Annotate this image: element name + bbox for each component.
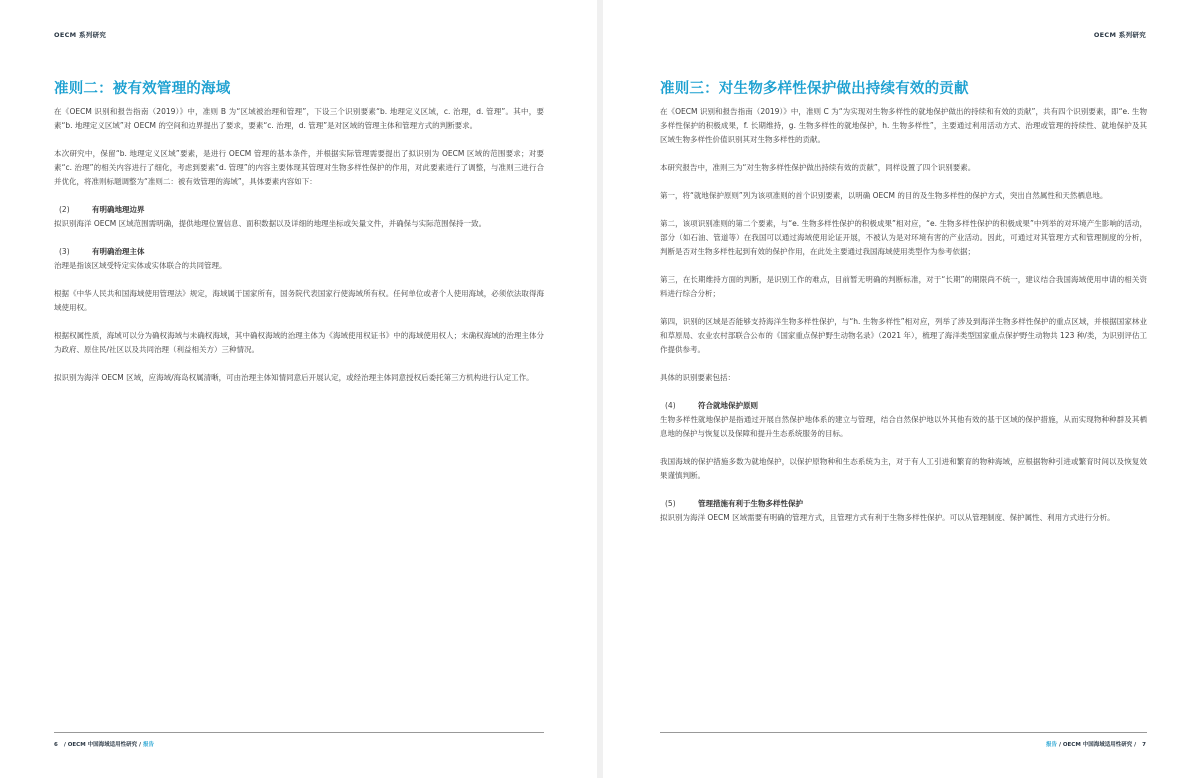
page-body xyxy=(660,105,1147,539)
item-text: 生物多样性就地保护是指通过开展自然保护地体系的建立与管理，结合自然保护地以外其他有效的基于区域的保护措施，从而实现物种种群及其栖息地的保护与恢复以及保障和提升生态系统服务的目标。 xyxy=(660,415,1147,438)
footer-text: / OECM 中国海域适用性研究 / xyxy=(1058,742,1137,748)
page-number: 7 xyxy=(1142,742,1146,748)
paragraph: 在《OECM 识别和报告指南（2019）》中，准则 B 为“区域被治理和管理”，下设三个识别要素“b. 地理定义区域，c. 治理，d. 管理”。其中，要素“b. 地理定义区域”对 OECM 的空间和边界提出了要求，要素“c. 治理，d. 管理”是对区域的管理主体和管理方式的判断要求。 xyxy=(54,107,544,130)
paragraph: 在《OECM 识别和报告指南（2019）》中，准则 C 为“为实现对生物多样性的就地保护做出的持续和有效的贡献”，共有四个识别要素，即“e. 生物多样性保护的积极成果，f. 长期维持，g. 生物多样性的就地保护，h. 生物多样性”，主要通过利用活动方式、治理或管理的持续性、就地保护及其区域生物多样性价值识别其对生物多样性的贡献。 xyxy=(660,107,1147,144)
left-page xyxy=(0,0,597,778)
footer-divider xyxy=(54,732,544,733)
item-text: 根据权属性质，海域可以分为确权海域与未确权海域，其中确权海域的治理主体为《海域使用权证书》中的海域使用权人；未确权海域的治理主体分为政府、原住民/社区以及共同治理（利益相关方）三种情况。 xyxy=(54,331,544,354)
item-text: 拟识别海洋 OECM 区域范围需明确，提供地理位置信息、面积数据以及详细的地理坐标或矢量文件，并确保与实际范围保持一致。 xyxy=(54,219,487,228)
item-title: 符合就地保护原则 xyxy=(698,401,758,410)
footer-text: / OECM 中国海域适用性研究 / xyxy=(63,742,142,748)
section-title: 准则三：对生物多样性保护做出持续有效的贡献 xyxy=(660,81,969,97)
criterion-item xyxy=(54,203,544,231)
item-text: 根据《中华人民共和国海域使用管理法》规定，海域属于国家所有，国务院代表国家行使海域所有权。任何单位或者个人使用海域，必须依法取得海域使用权。 xyxy=(54,289,544,312)
item-title: 有明确治理主体 xyxy=(92,247,145,256)
footer-tag: 报告 xyxy=(1046,742,1058,748)
paragraph: 具体的识别要素包括： xyxy=(660,373,735,382)
paragraph: 第一，将“就地保护原则”列为该项准则的首个识别要素，以明确 OECM 的目的及生物多样性的保护方式，突出自然属性和天然栖息地。 xyxy=(660,191,1108,200)
item-text: 治理是指该区域受特定实体或实体联合的共同管理。 xyxy=(54,261,227,270)
running-head: OECM 系列研究 xyxy=(1093,31,1146,39)
paragraph: 本次研究中，保留“b. 地理定义区域”要素，是进行 OECM 管理的基本条件，并根据实际管理需要提出了拟识别为 OECM 区域的范围要求；对要素“c. 治理”的相关内容进行了细化，考虑到要素“d. 管理”的内容主要体现其管理对生物多样性保护的作用，对此要素进行了调整，与准则三进行合并优化，将准则标题调整为“准则二：被有效管理的海域”，具体要素内容如下： xyxy=(54,149,544,186)
criterion-item xyxy=(660,497,1147,525)
item-text: 我国海域的保护措施多数为就地保护，以保护原物种和生态系统为主，对于有人工引进和繁育的物种海域，应根据物种引进或繁育时间以及恢复效果谨慎判断。 xyxy=(660,457,1147,480)
running-head: OECM 系列研究 xyxy=(54,31,107,39)
item-text: 拟识别为海洋 OECM 区域需要有明确的管理方式，且管理方式有利于生物多样性保护。可以从管理制度、保护属性、利用方式进行分析。 xyxy=(660,513,1115,522)
section-title: 准则二：被有效管理的海域 xyxy=(54,81,231,97)
paragraph: 第四，识别的区域是否能够支持海洋生物多样性保护，与“h. 生物多样性”相对应，列举了涉及到海洋生物多样性保护的重点区域，并根据国家林业和草原局、农业农村部联合公布的《国家重点保护野生动物名录》（2021 年），梳理了海洋类型国家重点保护野生动物共 123 种/类，为识别评估工作提供参考。 xyxy=(660,317,1147,354)
item-number: (5) xyxy=(665,499,676,508)
page-body xyxy=(54,105,544,399)
item-title: 管理措施有利于生物多样性保护 xyxy=(698,499,803,508)
page-number: 6 xyxy=(54,742,58,748)
criterion-item xyxy=(54,245,544,385)
paragraph: 本研究报告中，准则三为“对生物多样性保护做出持续有效的贡献”，同样设置了四个识别要素。 xyxy=(660,163,976,172)
footer-divider xyxy=(660,732,1147,733)
right-page xyxy=(603,0,1200,778)
item-title: 有明确地理边界 xyxy=(92,205,145,214)
criterion-item xyxy=(660,399,1147,483)
item-number: (2) xyxy=(59,205,70,214)
item-number: (4) xyxy=(665,401,676,410)
paragraph: 第三，在长期维持方面的判断，是识别工作的难点，目前暂无明确的判断标准，对于“长期”的期限尚不统一，建议结合我国海域使用申请的相关资料进行综合分析； xyxy=(660,275,1147,298)
item-number: (3) xyxy=(59,247,70,256)
item-text: 拟识别为海洋 OECM 区域，应海域/海岛权属清晰，可由治理主体知情同意后开展认定，或经治理主体同意授权后委托第三方机构进行认定工作。 xyxy=(54,373,534,382)
paragraph: 第二，该项识别准则的第二个要素，与“e. 生物多样性保护的积极成果”相对应，“e. 生物多样性保护的积极成果”中列举的对环境产生影响的活动，部分（如石油、管道等）在我国可以通过海域使用论证开展，不被认为是对环境有害的产业活动。因此，可通过对其管理方式和管理制度的分析，判断是否对生物多样性起到有效的保护作用，在此处主要通过我国海域使用类型作为参考依据； xyxy=(660,219,1147,256)
footer-tag: 报告 xyxy=(142,742,154,748)
page-footer xyxy=(1046,740,1146,748)
page-footer xyxy=(54,740,154,748)
